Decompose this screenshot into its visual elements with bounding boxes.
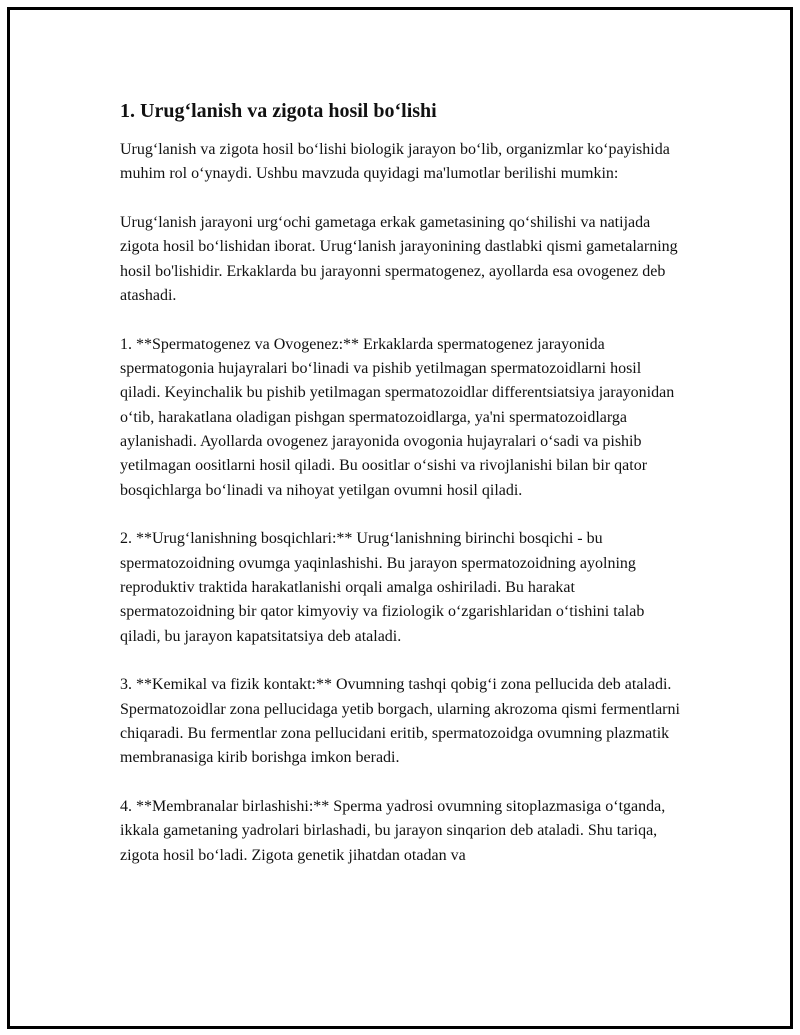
paragraph-chemical-physical-contact: 3. **Kemikal va fizik kontakt:** Ovumning tashqi qobig‘i zona pellucida deb ataladi. Spermatozoidlar zona pellucidaga yetib borgach, ularning akrozoma qismi fermentlarni chiqaradi. Bu fermentlar zona pellucidani eritib, spermatozoidga ovumning plazmatik membranasiga kirib borishga imkon beradi. [120, 676, 680, 767]
document-body [120, 98, 680, 892]
paragraph-membrane-fusion: 4. **Membranalar birlashishi:** Sperma yadrosi ovumning sitoplazmasiga o‘tganda, ikkala gametaning yadrolari birlashadi, bu jarayon sinqarion deb ataladi. Shu tariqa, zigota hosil bo‘ladi. Zigota genetik jihatdan otadan va [120, 798, 666, 864]
paragraph-spermatogenesis-oogenesis: 1. **Spermatogenez va Ovogenez:** Erkaklarda spermatogenez jarayonida spermatogonia hujayralari bo‘linadi va pishib yetilmagan spermatozoidlarni hosil qiladi. Keyinchalik bu pishib yetilmagan spermatozoidlar differentsiatsiya jarayonidan o‘tib, harakatlana oladigan pishgan spermatozoidlarga, ya'ni spermatozoidlarga aylanishadi. Ayollarda ovogenez jarayonida ovogonia hujayralari o‘sadi va pishib yetilmagan oositlarni hosil qiladi. Bu oositlar o‘sishi va rivojlanishi bilan bir qator bosqichlarga bo‘linadi va nihoyat yetilgan ovumni hosil qiladi. [120, 335, 675, 499]
document-page [7, 7, 793, 1029]
document-title: 1. Urug‘lanish va zigota hosil bo‘lishi [120, 100, 437, 122]
paragraph-fertilization-overview: Urug‘lanish jarayoni urg‘ochi gametaga erkak gametasining qo‘shilishi va natijada zigota hosil bo‘lishidan iborat. Urug‘lanish jarayonining dastlabki qismi gametalarning hosil bo'lishidir. Erkaklarda bu jarayonni spermatogenez, ayollarda esa ovogenez deb atashadi. [120, 214, 678, 304]
paragraph-intro: Urug‘lanish va zigota hosil bo‘lishi biologik jarayon bo‘lib, organizmlar ko‘payishida muhim rol o‘ynaydi. Ushbu mavzuda quyidagi ma'lumotlar berilishi mumkin: [120, 141, 670, 183]
paragraph-fertilization-stages: 2. **Urug‘lanishning bosqichlari:** Urug‘lanishning birinchi bosqichi - bu spermatozoidning ovumga yaqinlashishi. Bu jarayon spermatozoidning ayolning reproduktiv traktida harakatlanishi orqali amalga oshiriladi. Bu harakat spermatozoidning bir qator kimyoviy va fiziologik o‘zgarishlaridan o‘tishini talab qiladi, bu jarayon kapatsitatsiya deb ataladi. [120, 530, 645, 645]
